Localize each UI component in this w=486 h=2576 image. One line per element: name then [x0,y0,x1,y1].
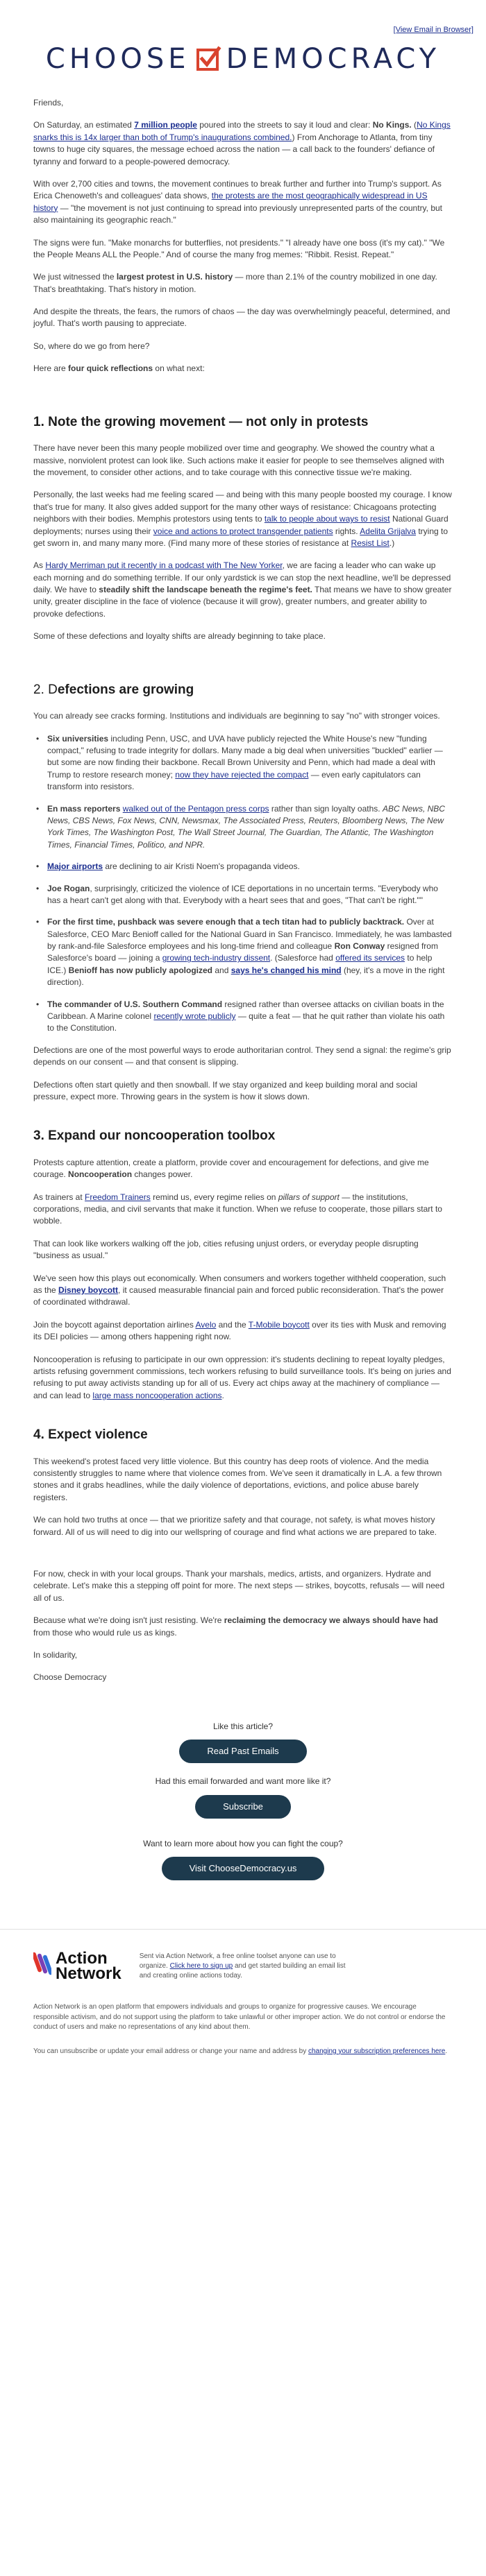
offered-services-link[interactable]: offered its services [335,953,405,963]
tmobile-boycott-link[interactable]: T-Mobile boycott [248,1319,310,1330]
changed-mind-link[interactable]: says he's changed his mind [231,965,342,975]
section-2-paragraph-2: Defections often start quietly and then snowball. If we stay organized and keep building moral and social pressure, expect more. Throwing gears in the system is how it slows down. [33,1079,417,1101]
signature: Choose Democracy [33,1672,107,1683]
action-network-note: Sent via Action Network, a free online toolset anyone can use to organize. Click here to sign up and get started building an email list and creating online actions today. [139,1952,346,1980]
list-item-reporters: • En mass reporters walked out of the Pentagon press corps rather than sign loyalty oaths. ABC News, NBC News, CBS News, Fox News, CNN, Newsmax, The Associated Press, Reuters, Bloomberg News, The New York Times, The Washington Post, The Wall Street Journal, The Guardian, The Atlantic, The Washington Times, Financial Times, Politico, and NPR. [33,803,453,852]
list-item-rogan: • Joe Rogan, surprisingly, criticized the violence of ICE deportations in no uncertain terms. "Everybody who has a heart can't get along with that. Everybody with a heart sees that and goes, "That can't be right."" [33,883,453,907]
intro-paragraph-4: We just witnessed the largest protest in U.S. history — more than 2.1% of the country mobilized in one day. That's breathtaking. That's history in motion. [33,272,437,294]
action-network-row [33,1950,453,1982]
cta-label-learn: Want to learn more about how you can fight the coup? [143,1838,343,1848]
section-3-paragraph-5: Join the boycott against deportation airlines Avelo and the T-Mobile boycott over its ties with Musk and removing its DEI policies — among others happening right now. [33,1319,446,1342]
cta-visit [33,1838,453,1880]
section-3-paragraph-2: As trainers at Freedom Trainers remind us, every regime relies on pillars of support — the institutions, corporations, media, and civil servants that make it function. When we refuse to cooperate, those pillars start to wobble. [33,1192,442,1226]
grijalva-link[interactable]: Adelita Grijalva [360,526,416,536]
defections-list [33,733,453,1035]
intro-paragraph-2: With over 2,700 cities and towns, the movement continues to break further and further into Trump's support. As Erica Chenoweth's and colleagues' data shows, the protests are the most geographically widespread in US history — "the movement is not just continuing to spread into previously unrepresented parts of the country, but also maintaining its geographic reach." [33,178,443,225]
cta-subscribe [33,1776,453,1818]
view-in-browser-link[interactable]: [View Email in Browser] [393,26,474,34]
avelo-link[interactable]: Avelo [195,1319,217,1330]
freedom-trainers-link[interactable]: Freedom Trainers [85,1192,151,1202]
no-kings-snark-link[interactable]: No Kings snarks this is 14x larger than both of Trump's inaugurations combined. [33,120,451,142]
section-3-title: 3. Expand our noncooperation toolbox [33,1128,276,1144]
choose-democracy-logo [0,35,486,83]
section-4-paragraph-1: This weekend's protest faced very little violence. But this country has deep roots of violence. And the media consistently struggles to name where that violence comes from. We've seen it dramatically in L.A. a few thrown stones and it grabs headlines, while the daily violence of deportations, evictions, and police abuse barely registers. [33,1456,442,1502]
memphis-tents-link[interactable]: talk to people about ways to resist [264,514,390,524]
logo-word-democracy: DEMOCRACY [226,43,441,75]
section-2-title: 2. Defections are growing [33,682,194,697]
resist-list-link[interactable]: Resist List [351,538,389,548]
subscribe-button[interactable]: Subscribe [195,1795,291,1819]
section-4-title: 4. Expect violence [33,1427,148,1443]
visit-site-button[interactable]: Visit ChooseDemocracy.us [162,1857,325,1880]
unsubscribe-text: You can unsubscribe or update your email address or change your name and address by changing your subscription preferences here. [33,2047,448,2055]
section-1-paragraph-4: Some of these defections and loyalty shifts are already beginning to take place. [33,631,326,642]
list-item-universities: • Six universities including Penn, USC, and UVA have publicly rejected the White House's new "funding compact," refusing to trade integrity for dollars. Many made a big deal when universities "buckled" earlier — but some are now finding their backbone. Recall Brown University and Penn, which had made a deal with Trump to restore research money; now they have rejected the compact — even early capitulators can transform into resistors. [33,733,453,793]
platform-disclaimer: Action Network is an open platform that empowers individuals and groups to organize for progressive causes. We encourage responsible activism, and do not support using the platform to take unlawful or other improper action. We do not control or endorse the conduct of users and make no representations of any kind about them. [33,2003,446,2032]
intro-paragraph-5: And despite the threats, the fears, the rumors of chaos — the day was overwhelmingly peaceful, determined, and joyful. That's worth pausing to appreciate. [33,307,451,329]
mass-noncooperation-link[interactable]: large mass noncooperation actions [92,1390,222,1400]
action-network-word-2: Network [56,1964,122,1983]
marine-colonel-link[interactable]: recently wrote publicly [153,1011,236,1022]
action-network-word-1: Action [56,1948,108,1968]
top-bar [0,0,486,35]
sign-up-link[interactable]: Click here to sign up [169,1961,233,1970]
logo-word-choose: CHOOSE [45,43,190,75]
pentagon-walkout-link[interactable]: walked out of the Pentagon press corps [122,803,269,814]
intro-paragraph-6: So, where do we go from here? [33,341,150,351]
section-3-paragraph-3: That can look like workers walking off the job, cities refusing unjust orders, or everyday people disrupting "business as usual." [33,1238,419,1261]
section-1-paragraph-2: Personally, the last weeks had me feeling scared — and being with this many people boosted my courage. I know that's true for many. It also gives added support for the many other ways of resistance: Chicagoans protecting neighbors with their bodies. Memphis protestors using tents to talk to people about ways to resist National Guard deployments; nurses using their voice and actions to protect transgender patients rights. Adelita Grijalva trying to get sworn in, and many many more. (Find many more of these stories of resistance at Resist List.) [33,490,452,548]
cta-read-past [33,1721,453,1763]
greeting: Friends, [33,98,64,108]
tech-dissent-link[interactable]: growing tech-industry dissent [162,953,271,963]
section-2-intro: You can already see cracks forming. Institutions and individuals are beginning to say "no" with stronger voices. [33,711,440,721]
ballot-check-icon [194,45,222,73]
intro-paragraph-3: The signs were fun. "Make monarchs for butterflies, not presidents." "I already have one boss (it's my cat)." "We the People Means ALL the People." And of course the many frog memes: "Ribbit. Resist. Repeat." [33,237,445,259]
intro-paragraph-1: On Saturday, an estimated 7 million people poured into the streets to say it loud and clear: No Kings. (No Kings snarks this is 14x larger than both of Trump's inaugurations combined.) From Anchorage to Atlanta, from tiny towns to huge city squares, the message echoed across the nation — a call back to the founders' defiance of tyranny and forward to a people-powered democracy. [33,120,451,166]
geographic-data-link[interactable]: the protests are the most geographically widespread in US history [33,191,428,213]
list-item-airports: • Major airports are declining to air Kristi Noem's propaganda videos. [33,861,453,873]
merriman-podcast-link[interactable]: Hardy Merriman put it recently in a podcast with The New Yorker [45,560,283,571]
section-1-paragraph-3: As Hardy Merriman put it recently in a podcast with The New Yorker, we are facing a leader who can wake up each morning and do something terrible. If our only yardstick is we can stop the next headline, we'll be depressed daily. We have to steadily shift the landscape beneath the regime's feet. That means we have to show greater unity, greater discipline in the face of violence (because it will grow), greater numbers, and greater ability to provoke defections. [33,560,452,619]
email-body [0,97,486,1880]
intro-paragraph-7: Here are four quick reflections on what next: [33,363,205,374]
disney-boycott-link[interactable]: Disney boycott [58,1285,119,1296]
list-item-southcom: • The commander of U.S. Southern Command resigned rather than oversee attacks on civilian boats in the Caribbean. A Marine colonel recently wrote publicly — quite a feat — that he quit rather than violate his oath to the Constitution. [33,999,453,1035]
nurses-link[interactable]: voice and actions to protect transgender patients [153,526,333,536]
section-2-paragraph-1: Defections are one of the most powerful ways to erode authoritarian control. They send a signal: the regime's grip depends on our consent — and that consent is slipping. [33,1045,451,1067]
seven-million-link[interactable]: 7 million people [134,120,197,130]
action-network-logo[interactable] [33,1950,122,1982]
section-1-paragraph-1: There have never been this many people mobilized over time and geography. We showed the country what a massive, nonviolent protest can look like. Such actions make it easier for people to see themselves aligned with the movement, to consider other actions, and to take courage with this connective tissue we're making. [33,443,444,477]
rejected-compact-link[interactable]: now they have rejected the compact [175,769,309,780]
closing-paragraph-1: For now, check in with your local groups. Thank your marshals, medics, artists, and organizers. Hydrate and celebrate. Let's make this a stepping off point for more. The next steps — strikes, boycotts, refusals — will need all of us. [33,1569,445,1603]
section-3-paragraph-4: We've seen how this plays out economically. When consumers and workers together withheld cooperation, such as the Disney boycott, it caused measurable financial pain and forced public reconsideration. That's the power of coordinated withdrawal. [33,1273,446,1307]
section-3-paragraph-6: Noncooperation is refusing to participate in our own oppression: it's students declining to repeat loyalty pledges, artists refusing government commissions, tech workers refusing to build surveillance tools. It's being on juries and refusing to put away activists standing up for all of us. Every act chips away at the machinery of compliance — and can lead to large mass noncooperation actions. [33,1354,451,1400]
cta-label-forwarded: Had this email forwarded and want more like it? [155,1776,331,1787]
read-past-emails-button[interactable]: Read Past Emails [179,1740,306,1763]
section-1-title: 1. Note the growing movement — not only in protests [33,414,369,429]
action-network-mark-icon [33,1950,51,1982]
section-4-paragraph-2: We can hold two truths at once — that we prioritize safety and that courage, not safety, is what moves history forward. All of us will need to dig into our wellspring of courage and find what actions we are prepared to take. [33,1515,437,1537]
footer [0,1929,486,2056]
cta-label-like: Like this article? [212,1721,274,1731]
list-item-tech-titan: • For the first time, pushback was severe enough that a tech titan had to publicly backtrack. Over at Salesforce, CEO Marc Benioff called for the National Guard in San Francisco. Immediately, he was lambasted by rank-and-file Salesforce employees and his long-time friend and colleague Ron Conway resigned from Salesforce's board — joining a growing tech-industry dissent. (Salesforce had offered its services to help ICE.) Benioff has now publicly apologized and says he's changed his mind (hey, it's a move in the right direction). [33,916,453,988]
major-airports-link[interactable]: Major airports [47,861,103,872]
section-3-paragraph-1: Protests capture attention, create a platform, provide cover and encouragement for defections, and give me courage. Noncooperation changes power. [33,1157,429,1180]
sign-off: In solidarity, [33,1650,78,1660]
subscription-preferences-link[interactable]: changing your subscription preferences here [308,2047,446,2055]
closing-paragraph-2: Because what we're doing isn't just resisting. We're reclaiming the democracy we always should have had from those who would rule us as kings. [33,1615,438,1638]
